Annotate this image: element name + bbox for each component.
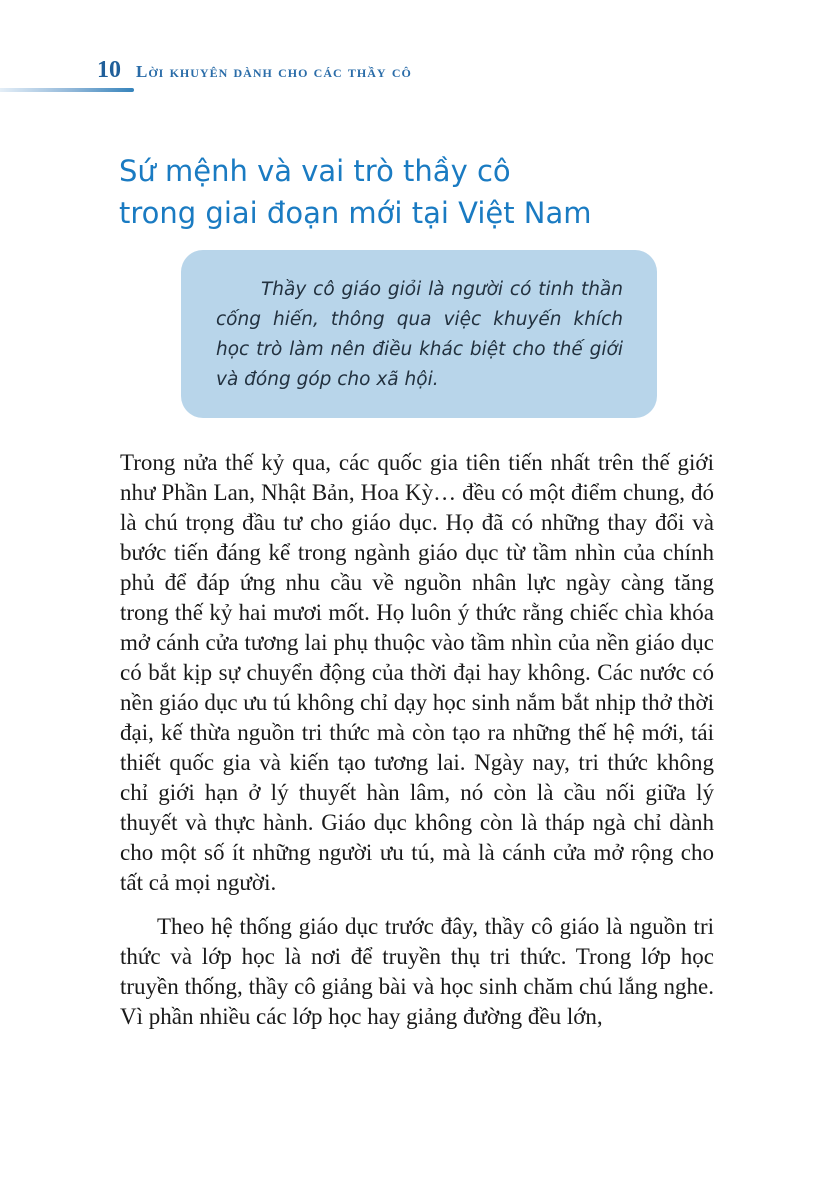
quote-box (181, 250, 657, 418)
quote-text: Thầy cô giáo giỏi là người có tinh thần cống hiến, thông qua việc khuyến khích học trò làm nên điều khác biệt cho thế giới và đóng góp cho xã hội. (216, 279, 623, 390)
chapter-title-line1: Sứ mệnh và vai trò thầy cô (119, 154, 511, 188)
page-number: 10 (97, 57, 121, 83)
chapter-title-line2: trong giai đoạn mới tại Việt Nam (119, 196, 592, 230)
running-head (97, 57, 412, 84)
header-rule (0, 88, 134, 92)
chapter-title (119, 150, 592, 234)
paragraph-1: Trong nửa thế kỷ qua, các quốc gia tiên tiến nhất trên thế giới như Phần Lan, Nhật Bản, Hoa Kỳ… đều có một điểm chung, đó là chú trọng đầu tư cho giáo dục. Họ đã có những thay đổi và bước tiến đáng kể trong ngành giáo dục từ tầm nhìn của chính phủ để đáp ứng nhu cầu về nguồn nhân lực ngày càng tăng trong thế kỷ hai mươi mốt. Họ luôn ý thức rằng chiếc chìa khóa mở cánh cửa tương lai phụ thuộc vào tầm nhìn của nền giáo dục có bắt kịp sự chuyển động của thời đại hay không. Các nước có nền giáo dục ưu tú không chỉ dạy học sinh nắm bắt nhịp thở thời đại, kế thừa nguồn tri thức mà còn tạo ra những thế hệ mới, tái thiết quốc gia và kiến tạo tương lai. Ngày nay, tri thức không chỉ giới hạn ở lý thuyết hàn lâm, nó còn là cầu nối giữa lý thuyết và thực hành. Giáo dục không còn là tháp ngà chỉ dành cho một số ít những người ưu tú, mà là cánh cửa mở rộng cho tất cả mọi người. (120, 450, 714, 895)
body-text (120, 448, 714, 1032)
running-title: Lời khuyên dành cho các thầy cô (136, 62, 412, 81)
paragraph-2: Theo hệ thống giáo dục trước đây, thầy cô giáo là nguồn tri thức và lớp học là nơi để truyền thụ tri thức. Trong lớp học truyền thống, thầy cô giảng bài và học sinh chăm chú lắng nghe. Vì phần nhiều các lớp học hay giảng đường đều lớn, (120, 914, 714, 1029)
